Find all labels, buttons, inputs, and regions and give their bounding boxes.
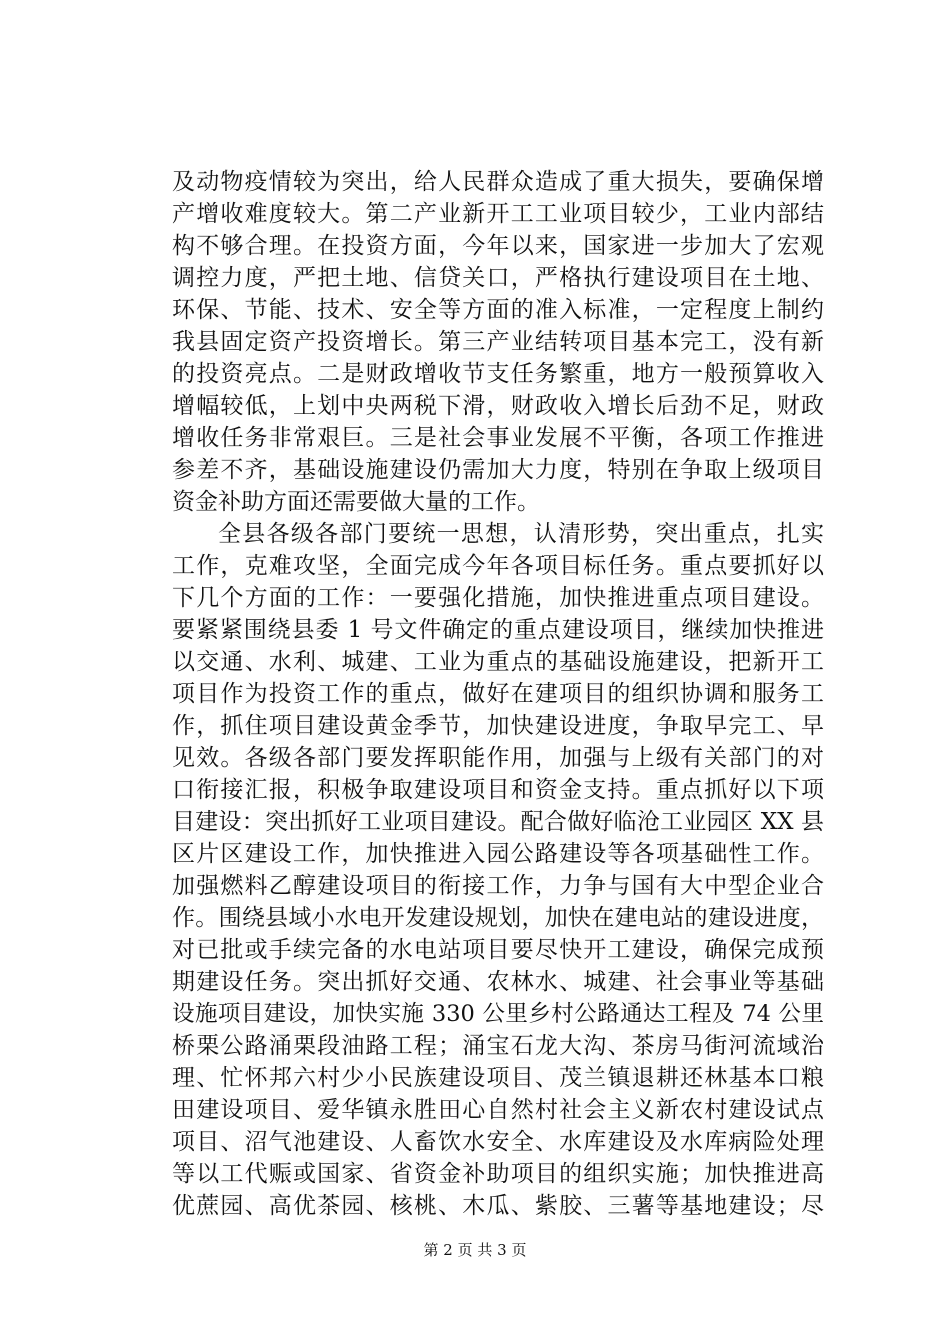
text-line: 增幅较低，上划中央两税下滑，财政收入增长后劲不足，财政	[172, 393, 824, 419]
text-line: 口衔接汇报，积极争取建设项目和资金支持。重点抓好以下项	[172, 777, 824, 803]
text-line: 工作，克难攻坚，全面完成今年各项目标任务。重点要抓好以	[172, 553, 824, 579]
text-line: 调控力度，严把土地、信贷关口，严格执行建设项目在土地、	[172, 265, 824, 291]
text-line: 期建设任务。突出抓好交通、农林水、城建、社会事业等基础	[172, 969, 824, 995]
document-body	[172, 166, 824, 1222]
text-line: 优蔗园、高优茶园、核桃、木瓜、紫胶、三薯等基地建设；尽	[172, 1193, 824, 1219]
text-line: 理、忙怀邦六村少小民族建设项目、茂兰镇退耕还林基本口粮	[172, 1065, 824, 1091]
text-line: 环保、节能、技术、安全等方面的准入标准，一定程度上制约	[172, 297, 824, 323]
text-line: 区片区建设工作，加快推进入园公路建设等各项基础性工作。	[172, 841, 824, 867]
text-line: 作，抓住项目建设黄金季节，加快建设进度，争取早完工、早	[172, 713, 824, 739]
paragraph-2	[172, 518, 824, 1222]
text-line: 加强燃料乙醇建设项目的衔接工作，力争与国有大中型企业合	[172, 873, 824, 899]
text-line: 项目作为投资工作的重点，做好在建项目的组织协调和服务工	[172, 681, 824, 707]
text-line-indented: 全县各级各部门要统一思想，认清形势，突出重点，扎实	[218, 521, 824, 547]
text-line: 目建设：突出抓好工业项目建设。配合做好临沧工业园区 XX 县	[172, 809, 824, 835]
text-line: 田建设项目、爱华镇永胜田心自然村社会主义新农村建设试点	[172, 1097, 824, 1123]
text-line: 见效。各级各部门要发挥职能作用，加强与上级有关部门的对	[172, 745, 824, 771]
paragraph-1	[172, 166, 824, 518]
text-line: 以交通、水利、城建、工业为重点的基础设施建设，把新开工	[172, 649, 824, 675]
text-line: 增收任务非常艰巨。三是社会事业发展不平衡，各项工作推进	[172, 425, 824, 451]
text-line: 构不够合理。在投资方面，今年以来，国家进一步加大了宏观	[172, 233, 824, 259]
text-line: 设施项目建设，加快实施 330 公里乡村公路通达工程及 74 公里	[172, 1001, 824, 1027]
text-line: 资金补助方面还需要做大量的工作。	[172, 489, 540, 515]
text-line: 的投资亮点。二是财政增收节支任务繁重，地方一般预算收入	[172, 361, 824, 387]
text-line: 产增收难度较大。第二产业新开工工业项目较少，工业内部结	[172, 201, 824, 227]
text-line: 要紧紧围绕县委 1 号文件确定的重点建设项目，继续加快推进	[172, 617, 824, 643]
text-line: 我县固定资产投资增长。第三产业结转项目基本完工，没有新	[172, 329, 824, 355]
text-line: 下几个方面的工作：一要强化措施，加快推进重点项目建设。	[172, 585, 824, 611]
text-line: 项目、沼气池建设、人畜饮水安全、水库建设及水库病险处理	[172, 1129, 824, 1155]
page-number-footer: 第 2 页 共 3 页	[423, 1241, 527, 1259]
text-line: 桥栗公路涌栗段油路工程；涌宝石龙大沟、茶房马街河流域治	[172, 1033, 824, 1059]
text-line: 及动物疫情较为突出，给人民群众造成了重大损失，要确保增	[172, 169, 824, 195]
text-line: 等以工代赈或国家、省资金补助项目的组织实施；加快推进高	[172, 1161, 824, 1187]
text-line: 参差不齐，基础设施建设仍需加大力度，特别在争取上级项目	[172, 457, 824, 483]
text-line: 作。围绕县域小水电开发建设规划，加快在建电站的建设进度，	[172, 905, 824, 931]
text-line: 对已批或手续完备的水电站项目要尽快开工建设，确保完成预	[172, 937, 824, 963]
